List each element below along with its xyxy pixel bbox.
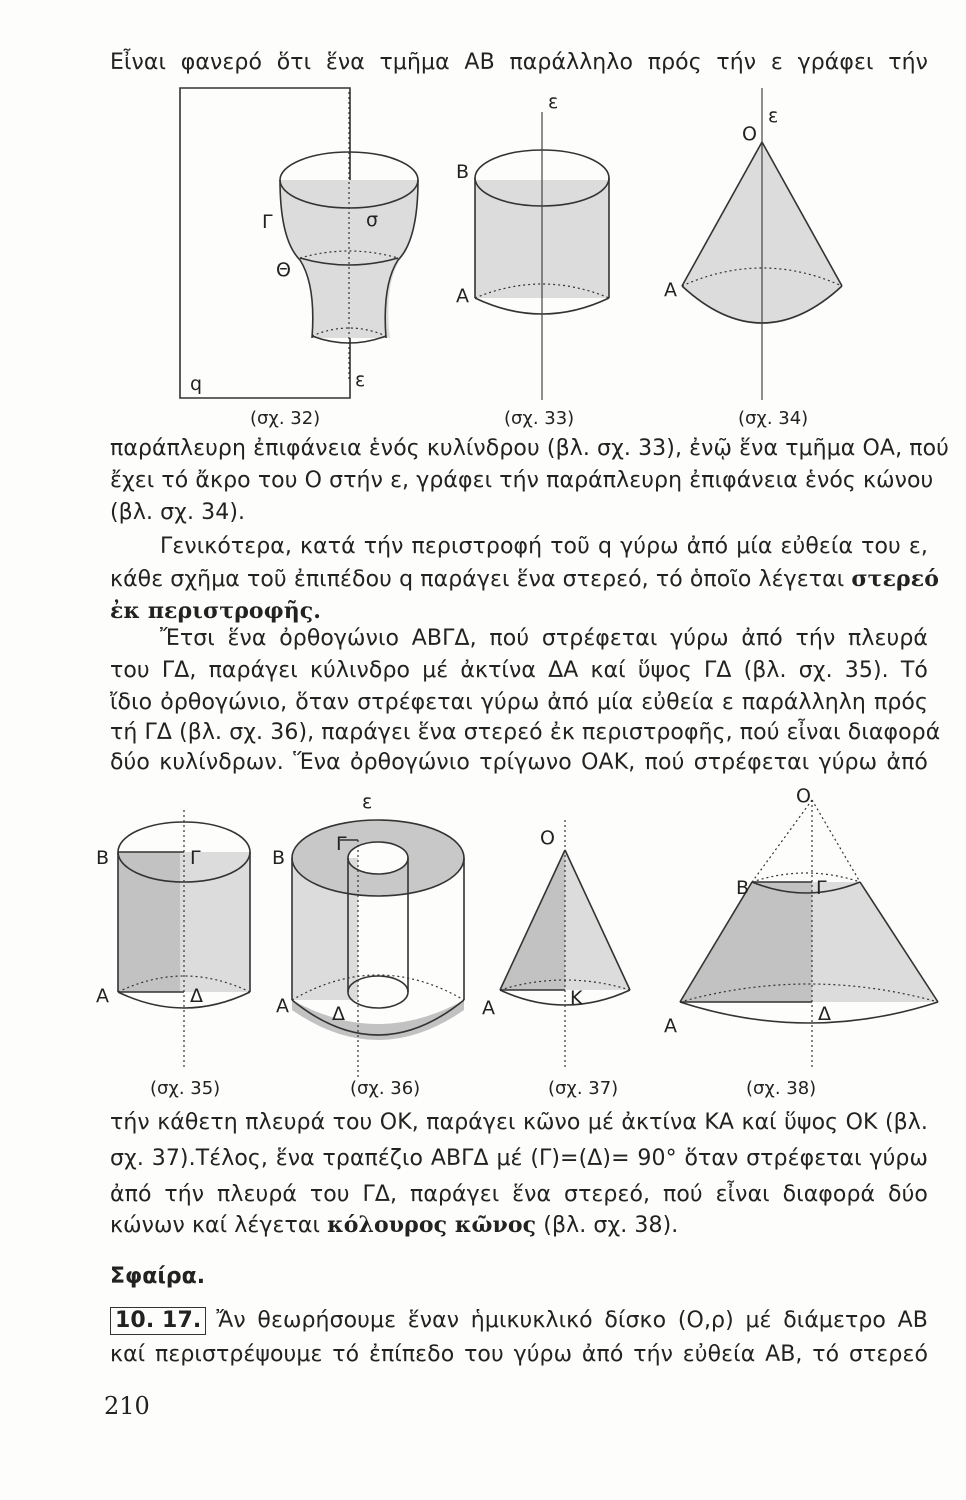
text-line-15: ἀπό τήν πλευρά του ΓΔ, παράγει ἕνα στερεό, πού εἶναι διαφορά δύο [110,1182,928,1207]
figure-32 [180,88,418,398]
caption-37: (σχ. 37) [548,1078,619,1099]
caption-32: (σχ. 32) [250,408,321,429]
label-O-38: Ο [796,785,811,807]
paragraph-number: 10. 17. [110,1307,206,1335]
ring-top [292,820,464,896]
text-line-17-body: Ἄν θεωρήσουμε ἕναν ἡμικυκλικό δίσκο (Ο,ρ) μέ διάμετρο ΑΒ [216,1308,928,1333]
figure-37 [482,820,630,1070]
label-A-36: Α [276,995,289,1017]
text-line-16 [110,1210,928,1241]
label-e-33: ε [548,91,559,113]
label-e-34: ε [768,105,779,127]
label-e-32: ε [355,369,366,391]
label-A-33: Α [456,285,469,307]
text-line-1: Εἶναι φανερό ὅτι ἕνα τμῆμα ΑΒ παράλληλο πρός τήν ε γράφει τήν [110,50,928,75]
caption-35: (σχ. 35) [150,1078,221,1099]
caption-33: (σχ. 33) [504,408,575,429]
caption-38: (σχ. 38) [746,1078,817,1099]
label-B-38: Β [736,877,750,899]
section-heading: Σφαίρα. [110,1264,206,1289]
label-B-33: Β [456,161,470,183]
label-B-36: Β [272,847,286,869]
label-D-35: Δ [190,985,203,1007]
label-A-34: Α [664,279,677,301]
text-line-11: τή ΓΔ (βλ. σχ. 36), παράγει ἕνα στερεό ἐκ περιστροφῆς, πού εἶναι διαφορά [110,720,941,745]
text-line-9: του ΓΔ, παράγει κύλινδρο μέ ἀκτίνα ΔΑ καί ὕψος ΓΔ (βλ. σχ. 35). Τό [110,658,928,683]
text-line-3: ἔχει τό ἄκρο του Ο στήν ε, γράφει τήν παράπλευρη ἐπιφάνεια ἑνός κώνου [110,468,934,493]
label-G-35: Γ [190,847,201,869]
caption-34: (σχ. 34) [738,408,809,429]
text-line-6a: κάθε σχῆμα τοῦ ἐπιπέδου q παράγει ἕνα στερεό, τό ὁποῖο λέγεται [110,567,845,592]
term-kolouros-konos: κόλουρος κῶνος [327,1212,537,1238]
text-line-16a: κώνων καί λέγεται [110,1213,321,1238]
label-gamma: Γ [262,211,273,233]
label-e-36: ε [362,791,373,813]
label-A-38: Α [664,1015,677,1037]
text-line-10: ἴδιο ὀρθογώνιο, ὅταν στρέφεται γύρω ἀπό μία εὐθεία ε παράλληλη πρός [110,690,928,715]
text-line-16c: (βλ. σχ. 38). [543,1213,679,1238]
text-line-13: τήν κάθετη πλευρά του ΟΚ, παράγει κῶνο μέ ἀκτίνα ΚΑ καί ὕψος ΟΚ (βλ. [110,1110,928,1135]
term-ek-peristrofis: ἐκ περιστροφῆς. [110,598,322,624]
label-B-35: Β [96,847,110,869]
label-G-36: Γ [336,833,347,855]
figure-36 [272,791,464,1080]
figures-35-38 [0,780,966,1110]
text-line-12: δύο κυλίνδρων. Ἕνα ὀρθογώνιο τρίγωνο ΟΑΚ, πού στρέφεται γύρω ἀπό [110,750,928,775]
label-theta: Θ [276,259,291,281]
text-line-14: σχ. 37).Τέλος, ἕνα τραπέζιο ΑΒΓΔ μέ (Γ)=(Δ)= 90° ὅταν στρέφεται γύρω [110,1146,928,1171]
figure-35 [96,810,250,1070]
label-D-36: Δ [332,1003,345,1025]
figure-33 [456,91,609,400]
caption-36: (σχ. 36) [350,1078,421,1099]
label-q: q [190,373,203,395]
text-line-2: παράπλευρη ἐπιφάνεια ἑνός κυλίνδρου (βλ. σχ. 33), ἐνῷ ἕνα τμῆμα ΟΑ, πού [110,436,949,461]
label-D-38: Δ [818,1003,831,1025]
figure-34 [664,88,842,400]
label-G-38: Γ [816,877,827,899]
label-K-37: Κ [570,987,583,1009]
text-line-17 [110,1306,928,1336]
label-A-35: Α [96,985,109,1007]
figure-38 [664,785,938,1070]
text-line-6 [110,564,940,595]
text-line-5: Γενικότερα, κατά τήν περιστροφή τοῦ q γύρω ἀπό μία εὐθεία του ε, [160,534,928,559]
figures-32-34 [0,0,966,440]
text-line-18: καί περιστρέψουμε τό ἐπίπεδο του γύρω ἀπό τήν εὐθεία ΑΒ, τό στερεό [110,1342,928,1367]
page-number: 210 [104,1392,150,1420]
label-A-37: Α [482,997,495,1019]
term-stereo: στερεό [851,566,940,592]
text-line-4: (βλ. σχ. 34). [110,500,246,525]
text-line-8: Ἔτσι ἕνα ὀρθογώνιο ΑΒΓΔ, πού στρέφεται γύρω ἀπό τήν πλευρά [160,626,928,651]
label-O-34: Ο [742,123,757,145]
label-O-37: Ο [540,827,555,849]
label-sigma: σ [366,209,379,231]
